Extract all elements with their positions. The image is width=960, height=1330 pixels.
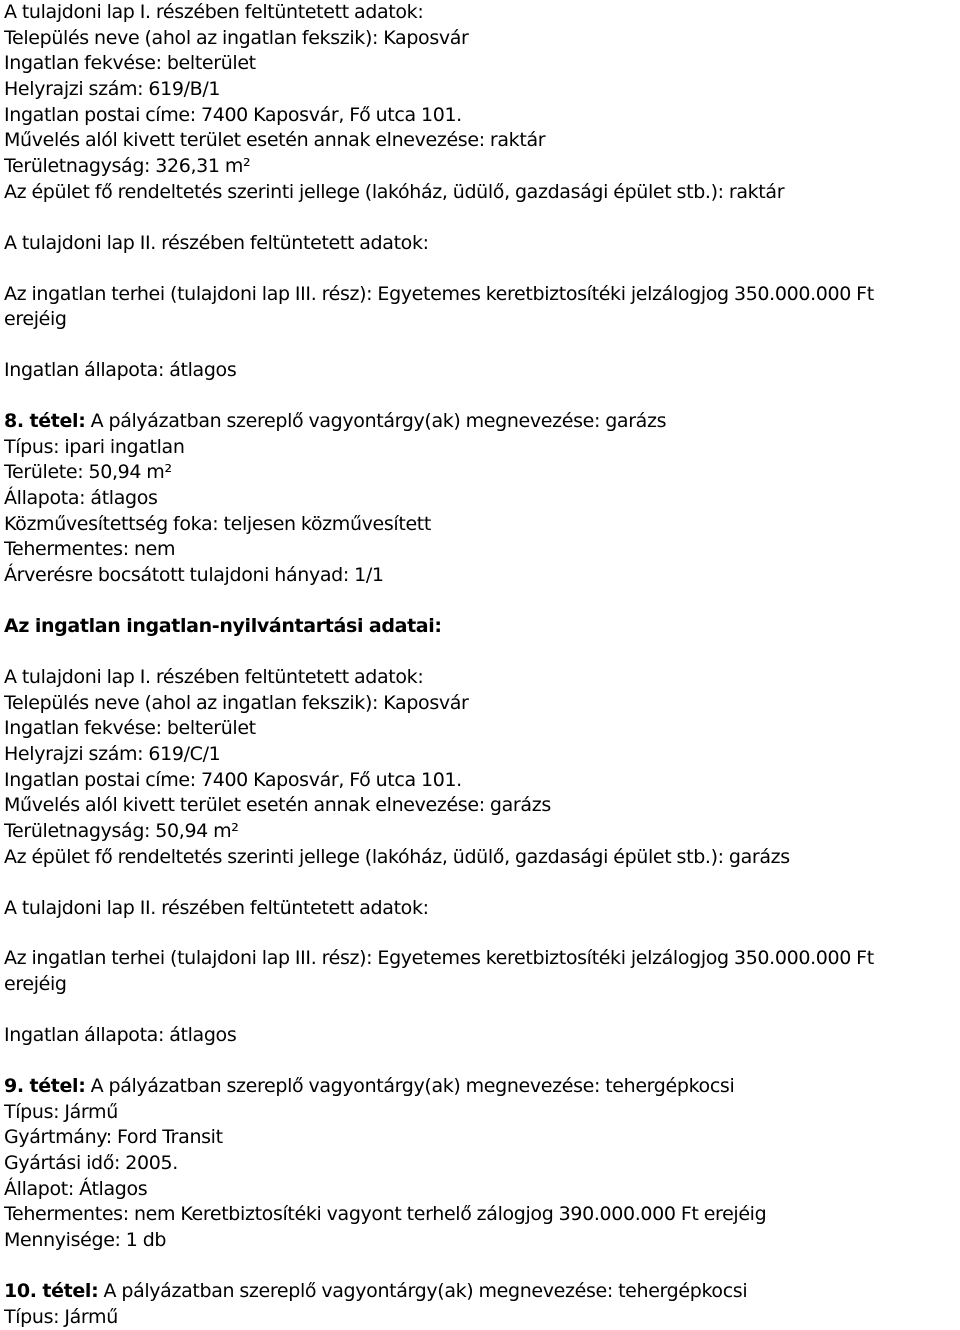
land-registry-part1-header: A tulajdoni lap I. részében feltüntetett adatok: (4, 1, 424, 23)
property-location: Ingatlan fekvése: belterület (4, 52, 256, 75)
cultivation-designation: Művelés alól kivett terület esetén annak elnevezése: raktár (4, 129, 546, 152)
item-9-condition: Állapot: Átlagos (4, 1177, 148, 1200)
auction-document (4, 0, 958, 1330)
property-condition: Ingatlan állapota: átlagos (4, 359, 237, 382)
item-9-quantity: Mennyisége: 1 db (4, 1229, 167, 1251)
item-9-title-text: A pályázatban szereplő vagyontárgy(ak) megnevezése: tehergépkocsi (85, 1074, 735, 1097)
postal-address: Ingatlan postai címe: 7400 Kaposvár, Fő utca 101. (4, 103, 462, 126)
item-8-property-condition: Ingatlan állapota: átlagos (4, 1024, 237, 1046)
encumbrances-line2: erejéig (4, 308, 67, 331)
item-8-cultivation-designation: Művelés alól kivett terület esetén annak elnevezése: garázs (4, 794, 551, 817)
item-8-part1-header: A tulajdoni lap I. részében feltüntetett adatok: (4, 665, 424, 688)
encumbrances-line1: Az ingatlan terhei (tulajdoni lap III. rész): Egyetemes keretbiztosítéki jelzálogjog 350.000.000 Ft (4, 282, 874, 305)
item-9-unencumbered: Tehermentes: nem Keretbiztosítéki vagyont terhelő zálogjog 390.000.000 Ft erejéig (4, 1203, 767, 1226)
item-10-label: 10. tétel: (4, 1279, 99, 1302)
item-8-label: 8. tétel: (4, 410, 86, 432)
item-8-property-location: Ingatlan fekvése: belterület (4, 717, 256, 740)
item-9-type: Típus: Jármű (4, 1100, 118, 1123)
item-8-encumbrances-line1: Az ingatlan terhei (tulajdoni lap III. rész): Egyetemes keretbiztosítéki jelzálogjog 350.000.000 Ft (4, 947, 874, 970)
settlement-name: Település neve (ahol az ingatlan fekszik): Kaposvár (4, 26, 469, 49)
item-8-title (4, 409, 958, 435)
item-10-type: Típus: Jármű (4, 1305, 118, 1328)
item-8-part2-header: A tulajdoni lap II. részében feltüntetett adatok: (4, 896, 429, 919)
parcel-number: Helyrajzi szám: 619/B/1 (4, 78, 221, 101)
item-8-ownership-share: Árverésre bocsátott tulajdoni hányad: 1/1 (4, 564, 384, 587)
item-8-parcel-number: Helyrajzi szám: 619/C/1 (4, 742, 221, 765)
item-8-building-purpose: Az épület fő rendeltetés szerinti jellege (lakóház, üdülő, gazdasági épület stb.): garázs (4, 845, 790, 868)
item-9-manufacture-year: Gyártási idő: 2005. (4, 1151, 178, 1174)
item-8-unencumbered: Tehermentes: nem (4, 538, 176, 561)
item-8-type: Típus: ipari ingatlan (4, 435, 185, 458)
item-8-area-size: Területnagyság: 50,94 m² (4, 820, 239, 842)
item-9-label: 9. tétel: (4, 1074, 86, 1097)
item-8-registry-heading: Az ingatlan ingatlan-nyilvántartási adatai: (4, 615, 442, 637)
item-10-title-text: A pályázatban szereplő vagyontárgy(ak) megnevezése: tehergépkocsi (98, 1279, 748, 1302)
item-8-postal-address: Ingatlan postai címe: 7400 Kaposvár, Fő utca 101. (4, 768, 462, 791)
item-9-make: Gyártmány: Ford Transit (4, 1126, 223, 1149)
land-registry-part2-header: A tulajdoni lap II. részében feltüntetett adatok: (4, 231, 429, 254)
item-8-area: Területe: 50,94 m² (4, 461, 172, 484)
item-8-condition: Állapota: átlagos (4, 487, 158, 510)
item-8-utilities: Közművesítettség foka: teljesen közművesített (4, 512, 431, 535)
area-size: Területnagyság: 326,31 m² (4, 155, 251, 178)
item-8-encumbrances-line2: erejéig (4, 973, 67, 996)
item-10-title (4, 1279, 958, 1305)
item-8-settlement-name: Település neve (ahol az ingatlan fekszik): Kaposvár (4, 691, 469, 714)
item-9-title (4, 1074, 958, 1100)
item-8-title-text: A pályázatban szereplő vagyontárgy(ak) megnevezése: garázs (85, 410, 667, 432)
building-purpose: Az épület fő rendeltetés szerinti jellege (lakóház, üdülő, gazdasági épület stb.): raktár (4, 180, 785, 203)
